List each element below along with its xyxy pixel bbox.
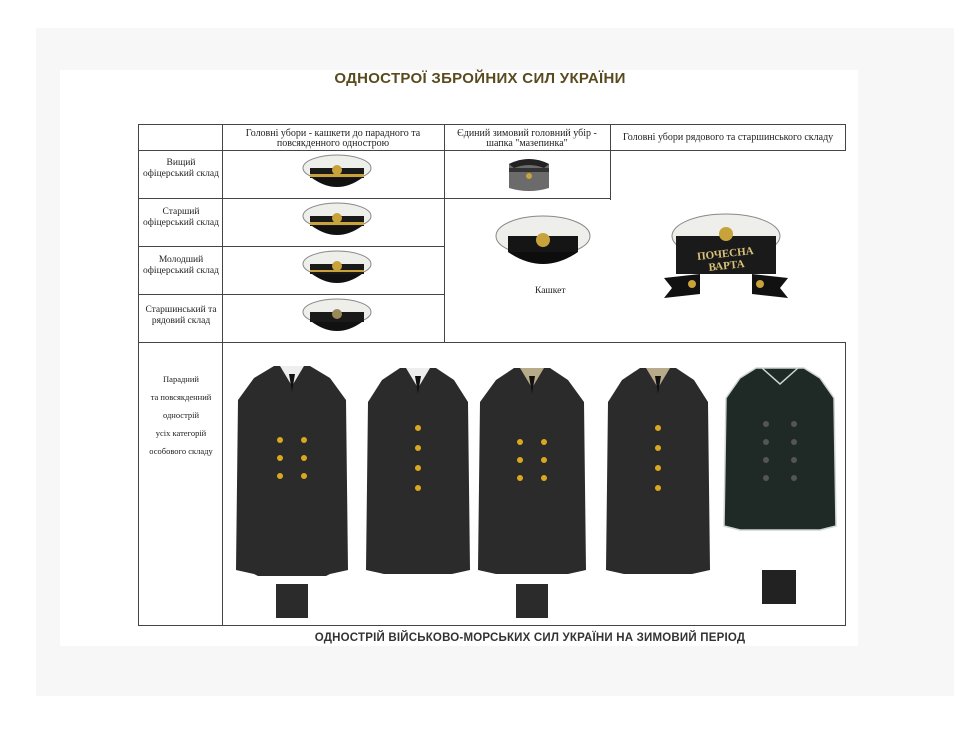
page-footer: ОДНОСТРІЙ ВІЙСЬКОВО-МОРСЬКИХ СИЛ УКРАЇНИ НА ЗИМОВИЙ ПЕРІОД: [314, 632, 746, 644]
table-divider-v3: [610, 124, 611, 200]
table-divider-h2: [138, 198, 610, 199]
kashket-caption: Кашкет: [535, 286, 566, 296]
table-border-right-top: [845, 124, 846, 150]
cap-icon: [494, 214, 592, 280]
cap-icon: [302, 154, 372, 196]
row-label-senior-staff: Старший офіцерський склад: [143, 207, 219, 228]
row-label-uniform-line: усіх категорій: [155, 428, 207, 438]
greatcoat-icon: [604, 364, 712, 618]
cap-icon: [302, 250, 372, 292]
row-label-uniform-line: Парадний: [163, 374, 199, 384]
row-label-senior-officers: Вищий офіцерський склад: [143, 158, 219, 179]
header-enlisted-caps: Головні убори рядового та старшинського складу: [622, 132, 834, 143]
table-divider-v1: [222, 124, 223, 626]
uniform-table: [138, 124, 846, 626]
table-border-bottom: [138, 625, 846, 626]
row-label-uniform: [140, 370, 222, 460]
cap-icon: [302, 298, 372, 340]
pea-jacket-icon: [722, 364, 838, 608]
header-mazepynka: Єдиний зимовий головний убір - шапка "мазепинка": [457, 128, 597, 149]
page-title: ОДНОСТРОЇ ЗБРОЙНИХ СИЛ УКРАЇНИ: [334, 70, 626, 87]
table-divider-h5: [138, 342, 846, 343]
greatcoat-icon: [476, 362, 588, 618]
ribbon-text: ПОЧЕСНА ВАРТА: [696, 245, 755, 274]
winter-hat-icon: [504, 154, 554, 194]
header-caps: Головні убори - кашкети до парадного та повсякденного однострою: [245, 128, 421, 149]
row-label-uniform-line: особового складу: [149, 446, 213, 456]
cap-icon: [302, 202, 372, 244]
table-border-left: [138, 124, 139, 626]
table-divider-v2: [444, 124, 445, 342]
row-label-uniform-line: однострій: [162, 410, 200, 420]
greatcoat-icon: [364, 364, 472, 618]
greatcoat-icon: [234, 360, 350, 618]
row-label-enlisted: Старшинський та рядовий склад: [145, 305, 217, 326]
table-border-top: [138, 124, 846, 125]
cap-icon: [660, 212, 792, 302]
row-label-junior-officers: Молодший офіцерський склад: [143, 255, 219, 276]
table-divider-h3: [138, 246, 444, 247]
table-border-right-bottom: [845, 342, 846, 626]
row-label-uniform-line: та повсякденний: [150, 392, 212, 402]
table-divider-h1: [138, 150, 846, 151]
table-divider-h4: [138, 294, 444, 295]
